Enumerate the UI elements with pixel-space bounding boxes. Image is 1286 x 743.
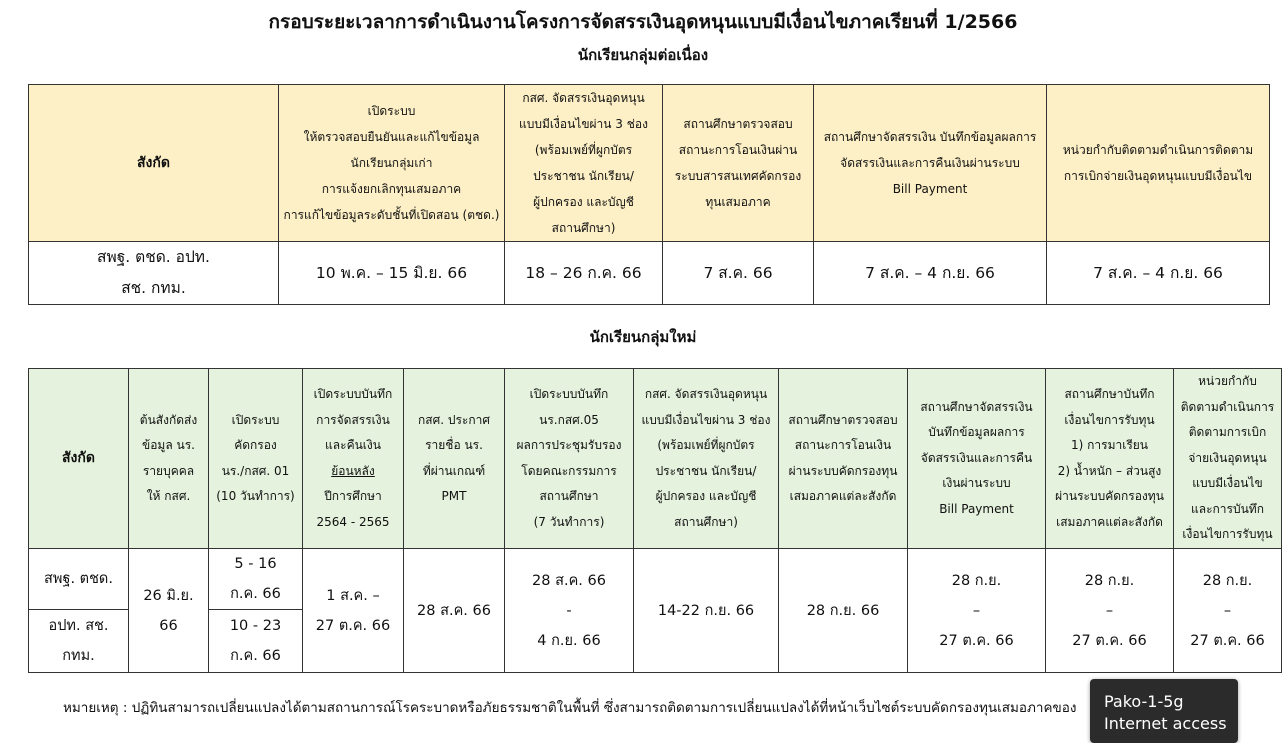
text-line: ที่ผ่านเกณฑ์: [422, 463, 486, 478]
header-conditions: [1046, 369, 1174, 549]
header-transfer-check: [663, 85, 814, 242]
text-line: 27 ต.ค. 66: [1072, 632, 1147, 649]
text-line: ทุนเสมอภาค: [705, 195, 771, 209]
new-students-table: [28, 368, 1282, 673]
text-line: 5 - 16: [234, 556, 277, 572]
text-line: จัดสรรเงินและการคืนเงินผ่านระบบ: [840, 156, 1020, 170]
text-line: ผู้ปกครอง และบัญชี: [655, 489, 757, 503]
text-line: (พร้อมเพย์ที่ผูกบัตร: [534, 143, 633, 157]
text-line: หน่วยกำกับติดตามดำเนินการติดตาม: [1062, 143, 1254, 157]
text-line: รายบุคคล: [142, 463, 195, 478]
header-pmt: [404, 369, 505, 549]
cell-open-system: 10 พ.ค. – 15 มิ.ย. 66: [279, 242, 505, 305]
text-line: และคืนเงิน: [325, 438, 381, 452]
row-org-2: [29, 610, 129, 673]
cell-screening-1: [209, 549, 303, 610]
cell-monitoring: 7 ส.ค. – 4 ก.ย. 66: [1047, 242, 1270, 305]
text-line: จัดสรรเงินและการคืน: [920, 450, 1033, 465]
text-line: กสศ. ประกาศ: [418, 412, 490, 427]
text-line: 27 ต.ค. 66: [939, 632, 1014, 649]
text-line: -: [566, 602, 572, 619]
text-line: แบบมีเงื่อนไขผ่าน 3 ช่อง: [519, 117, 648, 131]
text-line: กทม.: [62, 648, 95, 664]
text-line: ผลการประชุมรับรอง: [516, 438, 622, 452]
text-line: ก.ค. 66: [230, 586, 281, 602]
cell-retroactive: [303, 549, 404, 673]
text-line: เปิดระบบบันทึก: [313, 387, 393, 401]
text-line: 28 ก.ย.: [1084, 572, 1135, 589]
text-line: 10 - 23: [229, 618, 282, 634]
header-retroactive-b: [306, 484, 400, 535]
text-line: 66: [159, 617, 178, 634]
text-line: (7 วันทำการ): [533, 514, 605, 529]
text-line: ผ่านระบบคัดกรองทุน: [1055, 489, 1164, 503]
header-monitoring: [1174, 369, 1282, 549]
text-line: การแก้ไขข้อมูลระดับชั้นที่เปิดสอน (ตชด.): [283, 208, 500, 222]
cell-transfer-check: 7 ส.ค. 66: [663, 242, 814, 305]
text-line: โดยคณะกรรมการ: [521, 463, 617, 478]
text-line: Bill Payment: [939, 501, 1014, 516]
table-row: [29, 549, 1282, 610]
network-status: Internet access: [1104, 714, 1227, 733]
text-line: 1 ส.ค. –: [326, 587, 380, 604]
page-title: กรอบระยะเวลาการดำเนินงานโครงการจัดสรรเงินอุดหนุนแบบมีเงื่อนไขภาคเรียนที่ 1/2566: [268, 11, 1018, 33]
text-line: 27 ต.ค. 66: [1190, 632, 1265, 649]
text-line: เปิดระบบ: [367, 104, 416, 118]
text-line: Bill Payment: [892, 182, 968, 196]
table-row: [29, 242, 1270, 305]
text-line: 26 มิ.ย.: [143, 587, 194, 604]
text-line: ปีการศึกษา: [324, 489, 382, 503]
header-org: สังกัด: [29, 85, 279, 242]
cell-send-data: [129, 549, 209, 673]
text-line: สถานะการโอนเงินผ่าน: [678, 143, 798, 157]
text-line: นร./กสศ. 01: [221, 463, 290, 478]
text-line: 1) การมาเรียน: [1070, 438, 1148, 452]
continuing-students-table: [28, 84, 1270, 305]
row-org: [29, 242, 279, 305]
cell-allocation: 14-22 ก.ย. 66: [634, 549, 779, 673]
cell-pmt: 28 ส.ค. 66: [404, 549, 505, 673]
cell-bill-payment: 7 ส.ค. – 4 ก.ย. 66: [814, 242, 1047, 305]
text-line: สถานศึกษาบันทึก: [1064, 387, 1155, 401]
text-line: สถานศึกษาจัดสรรเงิน บันทึกข้อมูลผลการ: [823, 130, 1037, 144]
footnote: หมายเหตุ : ปฏิทินสามารถเปลี่ยนแปลงได้ตามสถานการณ์โรคระบาดหรือภัยธรรมชาติในพื้นที่ ซึ่งสามารถติดตามการเปลี่ยนแปลงได้ที่หน้าเว็บไซต์ระบบคัดกรองทุนเสมอภาคของ: [63, 700, 1077, 716]
text-line: ผ่านระบบคัดกรองทุน: [788, 463, 898, 478]
text-line: เงื่อนไขการรับทุน: [1182, 527, 1273, 542]
cell-monitoring: [1174, 549, 1282, 673]
text-line: ต้นสังกัดส่ง: [139, 412, 198, 427]
text-line: ให้ กสศ.: [146, 489, 191, 503]
header-monitoring: [1047, 85, 1270, 242]
text-line: นร.กสศ.05: [539, 412, 599, 427]
text-line: เงินผ่านระบบ: [942, 476, 1011, 491]
text-line: 4 ก.ย. 66: [537, 632, 601, 649]
header-send-data: [129, 369, 209, 549]
text-line: สถานศึกษาตรวจสอบ: [683, 117, 793, 131]
header-screening: [209, 369, 303, 549]
text-line: 28 ส.ค. 66: [532, 572, 606, 589]
header-org: สังกัด: [29, 369, 129, 549]
text-line: –: [1105, 602, 1114, 619]
text-line: ผู้ปกครอง และบัญชี: [533, 195, 634, 209]
header-open-system: [279, 85, 505, 242]
cell-allocation: 18 – 26 ก.ค. 66: [505, 242, 663, 305]
text-line: สถานะการโอนเงิน: [794, 438, 892, 452]
header-transfer-check: [779, 369, 908, 549]
text-line: 28 ก.ย.: [951, 572, 1002, 589]
text-line: เปิดระบบบันทึก: [529, 387, 609, 401]
text-line: PMT: [441, 489, 467, 503]
text-line: (พร้อมเพย์ที่ผูกบัตร: [657, 438, 755, 452]
text-line: นักเรียนกลุ่มเก่า: [350, 156, 433, 170]
text-line: สถานศึกษา: [539, 489, 599, 503]
text-line: การแจ้งยกเลิกทุนเสมอภาค: [321, 182, 462, 196]
table-header-row: [29, 85, 1270, 242]
text-line: 2) น้ำหนัก – ส่วนสูง: [1057, 463, 1162, 478]
header-retroactive-a: [306, 382, 400, 459]
text-line: บันทึกข้อมูลผลการ: [928, 425, 1025, 440]
text-line: การเบิกจ่ายเงินอุดหนุนแบบมีเงื่อนไข: [1063, 169, 1253, 183]
text-line: 28 ก.ย.: [1202, 572, 1253, 589]
text-line: จ่ายเงินอุดหนุน: [1188, 450, 1267, 465]
text-line: อปท. สช.: [48, 618, 109, 634]
text-line: –: [1223, 602, 1232, 619]
text-line: ข้อมูล นร.: [142, 438, 195, 452]
text-line: สช. กทม.: [121, 279, 186, 297]
cell-form05: [505, 549, 634, 673]
text-line: 27 ต.ค. 66: [315, 617, 391, 634]
text-line: สถานศึกษาจัดสรรเงิน: [920, 399, 1033, 414]
text-line: ให้ตรวจสอบยืนยันและแก้ไขข้อมูล: [303, 130, 480, 144]
network-toast[interactable]: [1090, 679, 1238, 743]
cell-screening-2: [209, 610, 303, 673]
header-allocation: [505, 85, 663, 242]
text-line: เงื่อนไขการรับทุน: [1064, 412, 1155, 427]
text-line: หน่วยกำกับ: [1198, 374, 1257, 389]
text-line: รายชื่อ นร.: [425, 438, 483, 452]
cell-transfer-check: 28 ก.ย. 66: [779, 549, 908, 673]
text-line: การจัดสรรเงิน: [316, 412, 390, 427]
text-line: –: [972, 602, 981, 619]
text-line: สถานศึกษาตรวจสอบ: [788, 412, 898, 427]
network-name: Pako-1-5g: [1104, 692, 1184, 711]
text-line: ประชาชน นักเรียน/: [655, 463, 757, 478]
text-line: แบบมีเงื่อนไขผ่าน 3 ช่อง: [641, 412, 771, 427]
header-bill-payment: [814, 85, 1047, 242]
text-line: สถานศึกษา): [551, 221, 616, 235]
cell-bill-payment: [908, 549, 1046, 673]
text-line: กสศ. จัดสรรเงินอุดหนุน: [644, 387, 768, 401]
text-line: สพฐ. ตชด. อปท.: [97, 248, 210, 266]
header-bill-payment: [908, 369, 1046, 549]
text-line: เปิดระบบ: [231, 412, 280, 427]
section1-heading: นักเรียนกลุ่มต่อเนื่อง: [577, 46, 709, 64]
header-form05: [505, 369, 634, 549]
table-header-row: [29, 369, 1282, 549]
text-line: ติดตามการเบิก: [1188, 425, 1267, 440]
text-line: สถานศึกษา): [674, 514, 738, 529]
text-line: ติดตามดำเนินการ: [1180, 399, 1275, 414]
text-line: ระบบสารสนเทศคัดกรอง: [674, 169, 802, 183]
text-line: ก.ค. 66: [230, 648, 281, 664]
text-line: ประชาชน นักเรียน/: [533, 169, 634, 183]
header-retroactive-underline: ย้อนหลัง: [331, 463, 375, 478]
text-line: คัดกรอง: [234, 438, 277, 452]
text-line: (10 วันทำการ): [216, 489, 295, 503]
text-line: และการบันทึก: [1191, 501, 1264, 516]
row-org-1: สพฐ. ตชด.: [29, 549, 129, 610]
header-retroactive: [303, 369, 404, 549]
text-line: เสมอภาคแต่ละสังกัด: [789, 489, 897, 503]
text-line: แบบมีเงื่อนไข: [1192, 476, 1263, 491]
header-allocation: [634, 369, 779, 549]
text-line: 2564 - 2565: [316, 514, 390, 529]
text-line: กสศ. จัดสรรเงินอุดหนุน: [522, 91, 645, 105]
section2-heading: นักเรียนกลุ่มใหม่: [589, 328, 697, 346]
text-line: เสมอภาคแต่ละสังกัด: [1056, 514, 1163, 529]
cell-conditions: [1046, 549, 1174, 673]
